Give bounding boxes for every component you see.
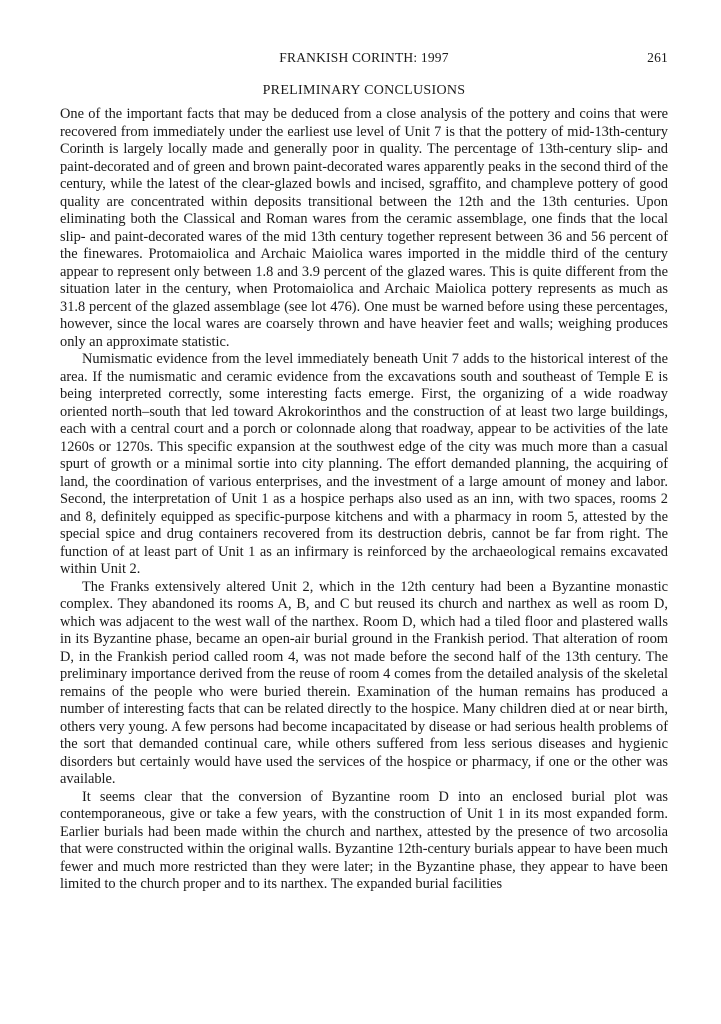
running-head bbox=[60, 50, 668, 68]
paragraph-burial-plot: It seems clear that the conversion of Byzantine room D into an enclosed burial plot was contemporaneous, give or take a few years, with the construction of Unit 1 in its most expanded form. Earlier burials had been made within the church and narthex, attested by the presence of two arcosolia that were constructed within the original walls. Byzantine 12th-century burials appear to have been much fewer and much more restricted than they were later; in the Byzantine phase, they appear to have been limited to the church proper and to its narthex. The expanded burial facilities bbox=[60, 788, 668, 892]
section-heading: PRELIMINARY CONCLUSIONS bbox=[262, 83, 466, 98]
paragraph-pottery-analysis: One of the important facts that may be deduced from a close analysis of the pottery and coins that were recovered from immediately under the earliest use level of Unit 7 is that the pottery of mid-13th-century Corinth is largely locally made and generally poor in quality. The percentage of 13th-century slip- and paint-decorated and of green and brown paint-decorated wares apparently peaks in the second third of the century, while the latest of the clear-glazed bowls and incised, sgraffito, and champleve pottery of good quality are concentrated within deposits transitional between the 12th and the 13th centuries. Upon eliminating both the Classical and Roman wares from the ceramic assemblage, one finds that the local slip- and paint-decorated wares of the mid 13th century together represent between 36 and 56 percent of the finewares. Protomaiolica and Archaic Maiolica wares imported in the middle third of the century appear to represent only between 1.8 and 3.9 percent of the glazed wares. This is quite different from the situation later in the century, when Protomaiolica and Archaic Maiolica pottery represents as much as 31.8 percent of the glazed assemblage (see lot 476). One must be warned before using these percentages, however, since the local wares are coarsely thrown and have heavier feet and walls; weighing produces only an approximate statistic. bbox=[60, 106, 668, 350]
body-text bbox=[60, 106, 668, 894]
running-title: FRANKISH CORINTH: 1997 bbox=[279, 50, 449, 65]
paragraph-numismatic-evidence: Numismatic evidence from the level immediately beneath Unit 7 adds to the historical interest of the area. If the numismatic and ceramic evidence from the excavations south and southeast of Temple E is being interpreted correctly, some interesting facts emerge. First, the organizing of a wide roadway oriented north–south that led toward Akrokorinthos and the construction of at least two large buildings, each with a central court and a porch or colonnade along that roadway, appear to be activities of the late 1260s or 1270s. This specific expansion at the southwest edge of the city was much more than a casual spurt of growth or a minimal sortie into city planning. The effort demanded planning, the acquiring of land, the coordination of various enterprises, and the investment of a large amount of money and labor. Second, the interpretation of Unit 1 as a hospice perhaps also used as an inn, with two spaces, rooms 2 and 8, definitely equipped as specific-purpose kitchens and with a pharmacy in room 5, attested by the special spice and drug containers recovered from its destruction debris, cannot be far from right. The function of at least part of Unit 1 as an infirmary is reinforced by the archaeological remains excavated within Unit 2. bbox=[60, 351, 668, 577]
page-number: 261 bbox=[647, 50, 668, 65]
paragraph-unit-2-alterations: The Franks extensively altered Unit 2, which in the 12th century had been a Byzantine monastic complex. They abandoned its rooms A, B, and C but reused its church and narthex as well as room D, which was adjacent to the west wall of the narthex. Room D, which had a tiled floor and plastered walls in its Byzantine phase, became an open-air burial ground in the Frankish period. That alteration of room D, in the Frankish period called room 4, was not made before the second half of the 13th century. The preliminary importance derived from the reuse of room 4 comes from the detailed analysis of the skeletal remains of the people who were buried therein. Examination of the human remains has produced a number of interesting facts that can be related directly to the hospice. Many children died at or near birth, others very young. A few persons had become incapacitated by disease or had serious health problems of the sort that demanded continual care, while others suffered from less serious diseases and hygienic disorders but certainly would have used the services of the hospice or pharmacy, if one or the other was available. bbox=[60, 578, 668, 787]
